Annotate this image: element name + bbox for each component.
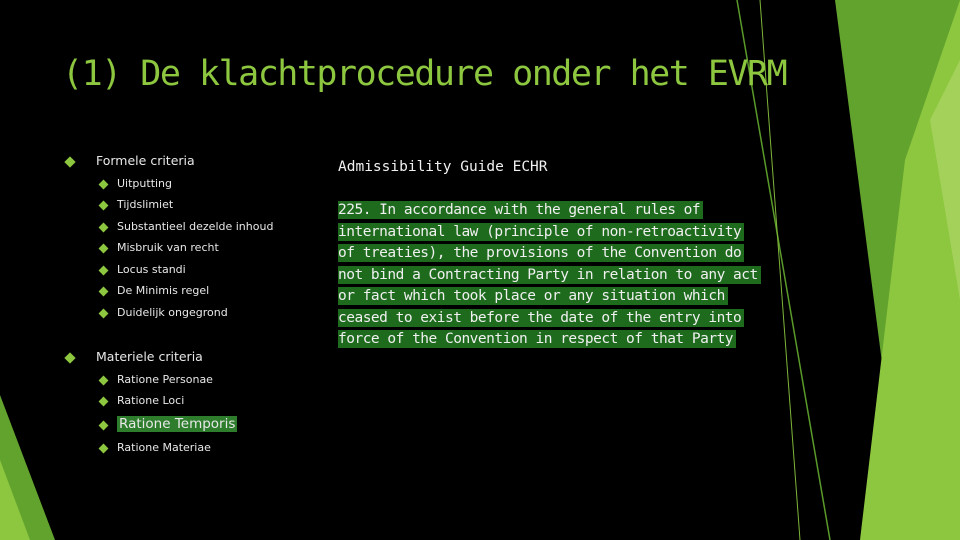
list-item: De Minimis regel [100,284,209,297]
formele-criteria-label: Formele criteria [96,153,195,168]
list-item: Ratione Materiae [100,441,211,454]
diamond-bullet-icon [99,265,109,275]
list-item: Ratione Loci [100,394,184,407]
diamond-bullet-icon [99,443,109,453]
list-item: Ratione Personae [100,373,213,386]
slide-title: (1) De klachtprocedure onder het EVRM [62,54,787,94]
list-item: Tijdslimiet [100,198,173,211]
diamond-bullet-icon [99,243,109,253]
diamond-bullet-icon [64,156,75,167]
quoted-paragraph [338,200,758,351]
list-item: Duidelijk ongegrond [100,306,228,319]
diamond-bullet-icon [99,420,109,430]
materiele-criteria-label: Materiele criteria [96,349,203,364]
list-item: Uitputting [100,177,172,190]
diamond-bullet-icon [99,200,109,210]
formele-criteria-heading [66,153,195,168]
list-item-highlighted: Ratione Temporis [100,416,237,432]
list-item: Misbruik van recht [100,241,219,254]
diamond-bullet-icon [64,352,75,363]
diamond-bullet-icon [99,396,109,406]
list-item: Substantieel dezelde inhoud [100,220,273,233]
list-item: Locus standi [100,263,186,276]
quoted-paragraph-text: 225. In accordance with the general rules of international law (principle of non-retroactivity of treaties), the provisions of the Convention do not bind a Contracting Party in relation to any act or fact which took place or any situation which ceased to exist before the date of the entry into force of the Convention in respect of that Party [338,201,761,348]
diamond-bullet-icon [99,375,109,385]
diamond-bullet-icon [99,308,109,318]
admissibility-guide-heading: Admissibility Guide ECHR [338,159,548,175]
diamond-bullet-icon [99,286,109,296]
materiele-criteria-heading [66,349,203,364]
diamond-bullet-icon [99,222,109,232]
diamond-bullet-icon [99,179,109,189]
